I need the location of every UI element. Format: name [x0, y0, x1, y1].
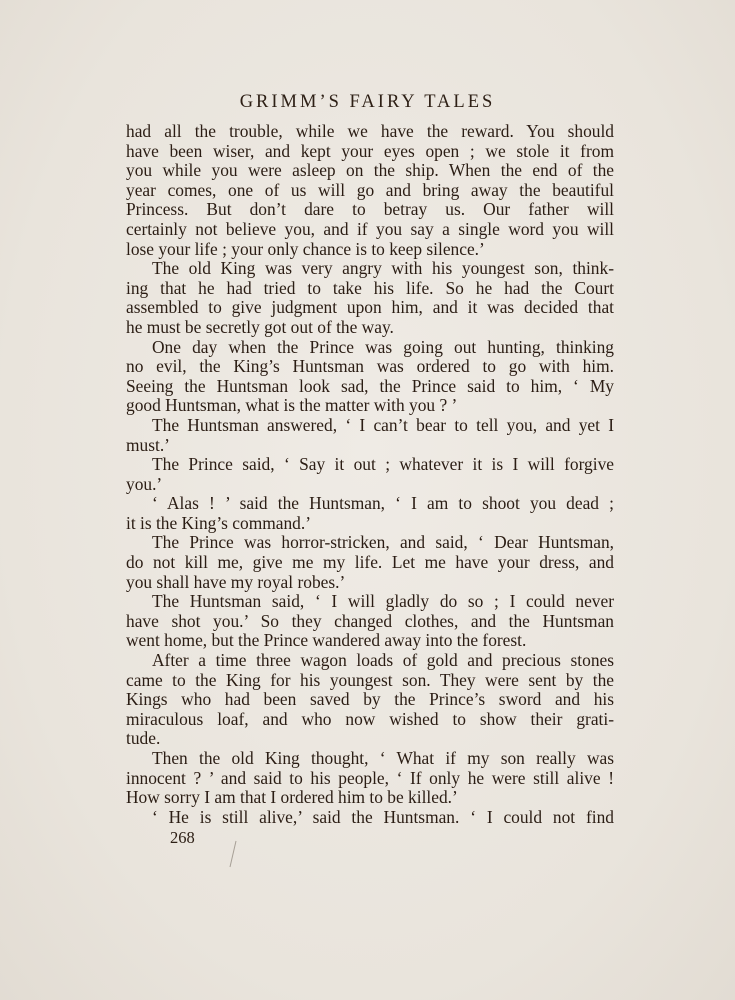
text-line: have shot you.’ So they changed clothes, and the Huntsman — [126, 611, 614, 631]
text-line: miraculous loaf, and who now wished to show their grati- — [126, 709, 614, 729]
text-line: The Huntsman said, ‘ I will gladly do so ; I could never — [152, 592, 614, 612]
text-line: had all the trouble, while we have the reward. You should — [126, 122, 614, 141]
text-line: tude. — [126, 729, 161, 749]
text-line: The Prince was horror-stricken, and said, ‘ Dear Huntsman, — [152, 533, 614, 553]
text-line: Kings who had been saved by the Prince’s sword and his — [126, 690, 614, 710]
text-line: After a time three wagon loads of gold and precious stones — [152, 651, 614, 671]
text-line: it is the King’s command.’ — [126, 513, 311, 533]
text-line: The Prince said, ‘ Say it out ; whatever it is I will forgive — [152, 455, 614, 475]
text-line: he must be secretly got out of the way. — [126, 317, 394, 337]
text-line: no evil, the King’s Huntsman was ordered to go with him. — [126, 357, 614, 377]
text-line: lose your life ; your only chance is to keep silence.’ — [126, 239, 485, 259]
text-line: One day when the Prince was going out hunting, thinking — [152, 337, 614, 357]
text-line: do not kill me, give me my life. Let me have your dress, and — [126, 553, 614, 573]
body-text — [126, 122, 614, 827]
text-line: year comes, one of us will go and bring away the beautiful — [126, 180, 614, 200]
text-line: The old King was very angry with his youngest son, think- — [152, 259, 614, 279]
text-line: good Huntsman, what is the matter with you ? ’ — [126, 396, 458, 416]
text-line: innocent ? ’ and said to his people, ‘ If only he were still alive ! — [126, 768, 614, 788]
text-line: you while you were asleep on the ship. When the end of the — [126, 161, 614, 181]
text-line: you shall have my royal robes.’ — [126, 572, 346, 592]
pencil-mark — [228, 840, 238, 868]
text-line: Then the old King thought, ‘ What if my son really was — [152, 749, 614, 768]
text-line: went home, but the Prince wandered away into the forest. — [126, 631, 527, 651]
text-line: you.’ — [126, 474, 163, 494]
text-line: came to the King for his youngest son. They were sent by the — [126, 670, 614, 690]
text-line: How sorry I am that I ordered him to be killed.’ — [126, 788, 458, 808]
text-line: Princess. But don’t dare to betray us. Our father will — [126, 200, 614, 220]
running-head: GRIMM’S FAIRY TALES — [239, 92, 496, 112]
text-line: The Huntsman answered, ‘ I can’t bear to tell you, and yet I — [152, 415, 614, 435]
text-line: assembled to give judgment upon him, and it was decided that — [126, 298, 614, 318]
text-line: Seeing the Huntsman look sad, the Prince said to him, ‘ My — [126, 376, 614, 396]
text-line: ‘ Alas ! ’ said the Huntsman, ‘ I am to shoot you dead ; — [152, 494, 614, 514]
text-line: have been wiser, and kept your eyes open ; we stole it from — [126, 141, 614, 161]
text-line: must.’ — [126, 435, 170, 455]
text-line: certainly not believe you, and if you say a single word you will — [126, 219, 614, 239]
text-line: ing that he had tried to take his life. So he had the Court — [126, 278, 614, 298]
text-line: ‘ He is still alive,’ said the Huntsman. ‘ I could not find — [152, 807, 614, 827]
page-number: 268 — [170, 828, 195, 847]
